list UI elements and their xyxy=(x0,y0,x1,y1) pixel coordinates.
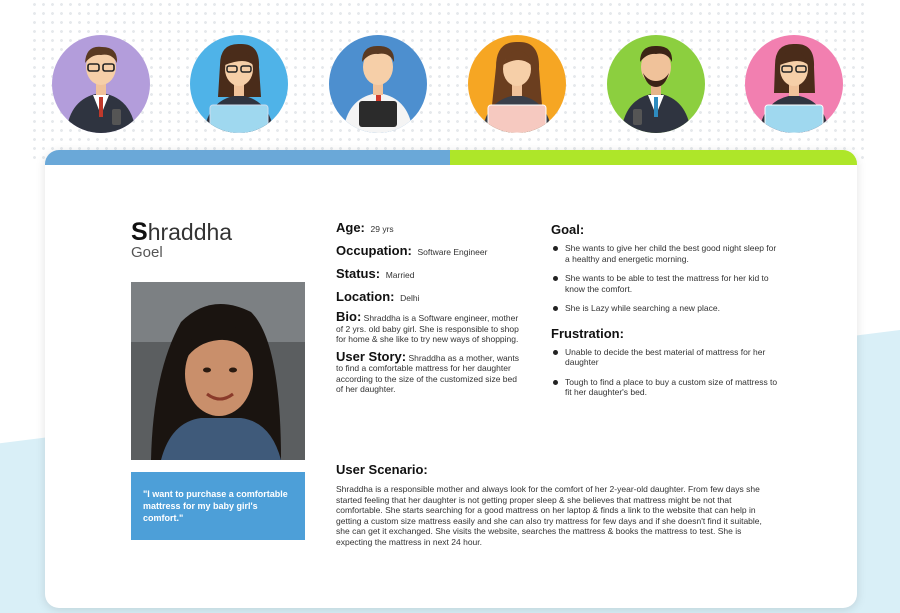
woman-with-laptop-icon xyxy=(468,35,566,133)
goal-list xyxy=(551,243,781,314)
status-value: Married xyxy=(385,270,415,280)
list-item: She is Lazy while searching a new place. xyxy=(551,303,781,314)
card-top-bar-blue xyxy=(45,150,450,165)
first-name-rest: hraddha xyxy=(147,219,233,245)
status-field xyxy=(336,266,524,281)
persona-avatars xyxy=(0,0,900,140)
location-value: Delhi xyxy=(400,293,420,303)
bio-text: Shraddha is a Software engineer, mother of 2 yrs. old baby girl. She is responsible to shop for home & she like to try new ways of shopping. xyxy=(336,313,519,344)
user-scenario-text: Shraddha is a responsible mother and always look for the comfort of her 2-year-old daughter. From few days she started feeling that her daughter is not getting proper sleep & she believes that mattress might be not that comfortable. She starts searching for a good mattress on her laptop & finds a link to the website that can help in getting a custom size mattress easily and she can also try mattress for few days and if she doesn't find it suitable, she can get it exchanged. She visits the website, searches the mattress & books the mattress to test. She is expecting the mattress in next 24 hour. xyxy=(336,484,762,547)
status-label: Status: xyxy=(336,266,381,281)
list-item: Unable to decide the best material of mattress for her daughter xyxy=(551,347,781,368)
goal-heading: Goal: xyxy=(551,222,585,237)
frustration-list xyxy=(551,347,781,398)
occupation-field xyxy=(336,243,524,258)
list-item: She wants to be able to test the mattress for her kid to know the comfort. xyxy=(551,273,781,294)
first-name-initial: S xyxy=(131,218,148,246)
persona-first-name xyxy=(131,218,232,247)
user-scenario-heading: User Scenario: xyxy=(336,462,428,477)
user-story-section xyxy=(336,348,524,395)
woman-with-laptop-icon xyxy=(190,35,288,133)
persona-last-name: Goel xyxy=(131,244,163,261)
man-with-tablet-icon xyxy=(329,35,427,133)
goals-frustrations xyxy=(551,222,781,410)
user-story-label: User Story: xyxy=(336,348,407,364)
bio-label: Bio: xyxy=(336,309,362,324)
occupation-label: Occupation: xyxy=(336,243,412,258)
user-story-text: Shraddha as a mother, wants to find a comfortable mattress for her daughter according to the size of the customized size bed of her daughter. xyxy=(336,352,520,394)
persona-quote: "I want to purchase a comfortable mattress for my baby girl's comfort." xyxy=(131,472,305,540)
woman-with-laptop-icon xyxy=(745,35,843,133)
user-scenario-section xyxy=(336,462,766,547)
location-field xyxy=(336,289,524,304)
list-item: She wants to give her child the best good night sleep for a healthy and energetic morning. xyxy=(551,243,781,264)
bearded-man-with-phone-icon xyxy=(607,35,705,133)
occupation-value: Software Engineer xyxy=(417,247,488,257)
man-with-phone-icon xyxy=(52,35,150,133)
age-value: 29 yrs xyxy=(370,224,394,234)
list-item: Tough to find a place to buy a custom size of mattress to fit her daughter's bed. xyxy=(551,377,781,398)
age-label: Age: xyxy=(336,220,365,235)
persona-details xyxy=(336,220,524,402)
persona-photo xyxy=(131,282,305,460)
age-field xyxy=(336,220,524,235)
location-label: Location: xyxy=(336,289,395,304)
card-top-bar-green xyxy=(450,150,857,165)
bio-section xyxy=(336,309,524,345)
persona-card xyxy=(45,150,857,608)
frustration-heading: Frustration: xyxy=(551,325,624,341)
